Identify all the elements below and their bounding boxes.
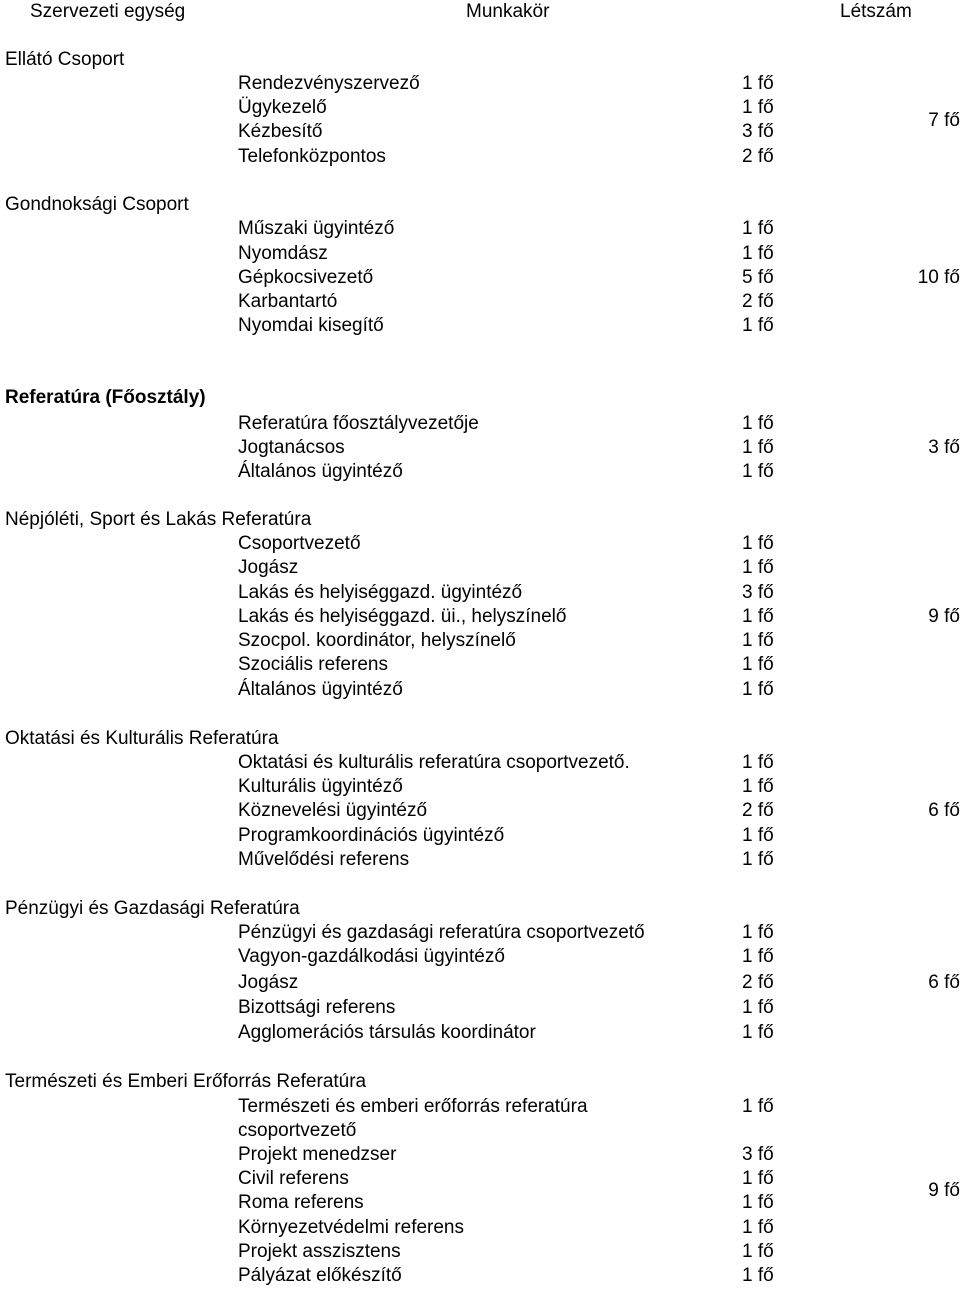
position-name: Roma referens [238, 1192, 364, 1213]
position-name: Köznevelési ügyintéző [238, 800, 428, 821]
position-name: Projekt asszisztens [238, 1241, 401, 1262]
position-count: 1 fő [742, 679, 774, 700]
position-count: 2 fő [742, 146, 774, 167]
position-name: Bizottsági referens [238, 997, 396, 1018]
position-name: Telefonközpontos [238, 146, 386, 167]
position-name: Nyomdász [238, 243, 328, 264]
position-count: 1 fő [742, 849, 774, 870]
header-unit: Szervezeti egység [30, 1, 186, 22]
position-count: 1 fő [742, 776, 774, 797]
position-name: Kézbesítő [238, 121, 323, 142]
position-name: Csoportvezető [238, 533, 361, 554]
section-title: Referatúra (Főosztály) [5, 387, 206, 408]
position-name: Pénzügyi és gazdasági referatúra csoportvezető [238, 922, 645, 943]
section-total: 6 fő [928, 800, 960, 821]
position-name: Projekt menedzser [238, 1144, 397, 1165]
position-count: 1 fő [742, 1265, 774, 1286]
position-count: 1 fő [742, 437, 774, 458]
position-count: 1 fő [742, 630, 774, 651]
position-name: Jogász [238, 972, 299, 993]
position-name: Jogász [238, 557, 299, 578]
position-name: Lakás és helyiséggazd. üi., helyszínelő [238, 606, 567, 627]
position-count: 3 fő [742, 1144, 774, 1165]
position-name: Művelődési referens [238, 849, 410, 870]
section-total: 9 fő [928, 1180, 960, 1201]
position-count: 1 fő [742, 73, 774, 94]
position-count: 1 fő [742, 1022, 774, 1043]
position-name: Kulturális ügyintéző [238, 776, 403, 797]
section-title: Gondnoksági Csoport [5, 194, 189, 215]
position-count: 1 fő [742, 413, 774, 434]
position-count: 3 fő [742, 121, 774, 142]
position-name: Pályázat előkészítő [238, 1265, 402, 1286]
position-count: 1 fő [742, 243, 774, 264]
position-count: 1 fő [742, 557, 774, 578]
position-count: 1 fő [742, 1192, 774, 1213]
position-name: Vagyon-gazdálkodási ügyintéző [238, 946, 505, 967]
position-count: 1 fő [742, 997, 774, 1018]
section-total: 9 fő [928, 606, 960, 627]
position-count: 1 fő [742, 825, 774, 846]
section-total: 10 fő [917, 267, 960, 288]
section-title: Pénzügyi és Gazdasági Referatúra [5, 898, 300, 919]
position-count: 5 fő [742, 267, 774, 288]
position-name: Gépkocsivezető [238, 267, 374, 288]
position-name: Nyomdai kisegítő [238, 315, 384, 336]
position-name: Ügykezelő [238, 97, 327, 118]
position-count: 1 fő [742, 315, 774, 336]
position-count: 1 fő [742, 461, 774, 482]
header-position: Munkakör [466, 1, 550, 22]
position-count: 1 fő [742, 752, 774, 773]
position-name: Szociális referens [238, 654, 388, 675]
position-count: 2 fő [742, 972, 774, 993]
position-name: Lakás és helyiséggazd. ügyintéző [238, 582, 523, 603]
position-name: Civil referens [238, 1168, 349, 1189]
position-name: Programkoordinációs ügyintéző [238, 825, 505, 846]
position-name: Jogtanácsos [238, 437, 345, 458]
position-name: Agglomerációs társulás koordinátor [238, 1022, 536, 1043]
section-title: Természeti és Emberi Erőforrás Referatúra [5, 1071, 367, 1092]
position-count: 1 fő [742, 1241, 774, 1262]
section-total: 3 fő [928, 437, 960, 458]
position-name: Általános ügyintéző [238, 461, 403, 482]
position-name: Természeti és emberi erőforrás referatúra [238, 1096, 588, 1117]
section-total: 7 fő [928, 110, 960, 131]
header-headcount: Létszám [840, 1, 912, 22]
position-name: Oktatási és kulturális referatúra csoportvezető. [238, 752, 630, 773]
position-count: 3 fő [742, 582, 774, 603]
position-count: 1 fő [742, 218, 774, 239]
position-count: 2 fő [742, 291, 774, 312]
position-count: 1 fő [742, 606, 774, 627]
position-name: Szocpol. koordinátor, helyszínelő [238, 630, 516, 651]
position-name: Referatúra főosztályvezetője [238, 413, 479, 434]
position-count: 1 fő [742, 946, 774, 967]
position-name: Műszaki ügyintéző [238, 218, 395, 239]
position-name: Általános ügyintéző [238, 679, 403, 700]
position-name: Rendezvényszervező [238, 73, 420, 94]
section-title: Ellátó Csoport [5, 49, 125, 70]
position-count: 1 fő [742, 1096, 774, 1117]
position-name: Környezetvédelmi referens [238, 1217, 464, 1238]
position-count: 1 fő [742, 533, 774, 554]
position-name: Karbantartó [238, 291, 338, 312]
position-count: 1 fő [742, 1217, 774, 1238]
position-count: 1 fő [742, 97, 774, 118]
position-count: 1 fő [742, 922, 774, 943]
position-count: 1 fő [742, 654, 774, 675]
position-name: csoportvezető [238, 1120, 357, 1141]
section-title: Oktatási és Kulturális Referatúra [5, 728, 279, 749]
section-title: Népjóléti, Sport és Lakás Referatúra [5, 509, 312, 530]
position-count: 1 fő [742, 1168, 774, 1189]
position-count: 2 fő [742, 800, 774, 821]
section-total: 6 fő [928, 972, 960, 993]
